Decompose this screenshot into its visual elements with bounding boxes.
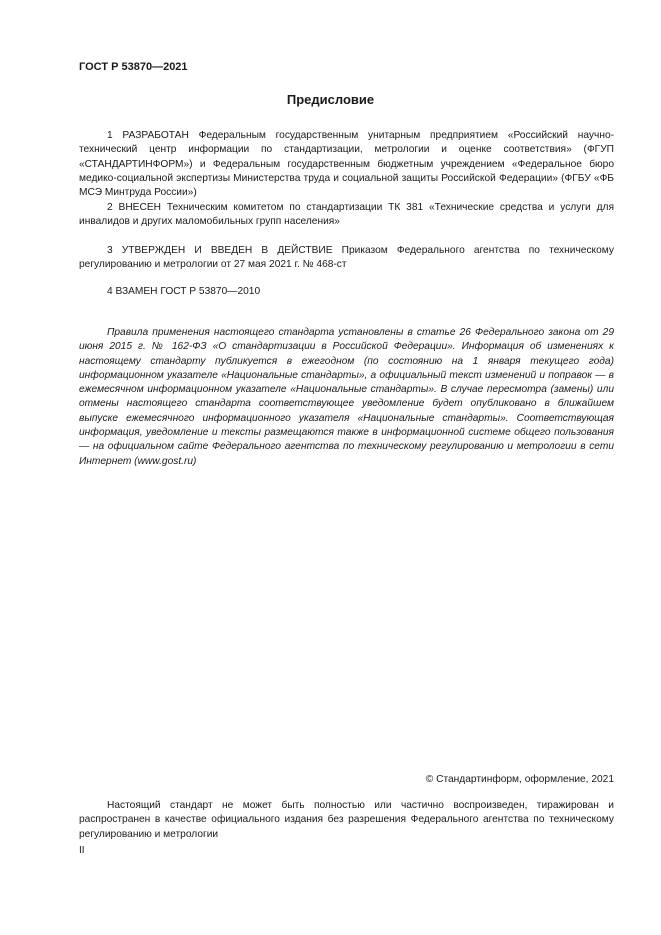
- foreword-item-1: [79, 129, 614, 200]
- copyright-line: © Стандартинформ, оформление, 2021: [425, 774, 614, 785]
- foreword-item-2: [79, 201, 614, 230]
- foreword-item-4: [79, 285, 614, 299]
- document-code: ГОСТ Р 53870—2021: [79, 61, 188, 73]
- foreword-item-2-text: 2 ВНЕСЕН Техническим комитетом по стандартизации ТК 381 «Технические средства и услуги для инвалидов и других маломобильных групп населения»: [79, 202, 614, 228]
- foreword-item-3-text: 3 УТВЕРЖДЕН И ВВЕДЕН В ДЕЙСТВИЕ Приказом Федерального агентства по техническому регулированию и метрологии от 27 мая 2021 г. № 468-ст: [79, 245, 614, 271]
- foreword-item-1-text: 1 РАЗРАБОТАН Федеральным государственным унитарным предприятием «Российский научно-технический центр информации по стандартизации, метрологии и оценке соответствия» (ФГУП «СТАНДАРТИНФОРМ») и Федеральным государственным бюджетным учреждением «Федеральное бюро медико-социальной экспертизы Министерства труда и социальной защиты Российской Федерации» (ФГБУ «ФБ МСЭ Минтруда России»): [79, 130, 614, 199]
- foreword-item-3: [79, 244, 614, 273]
- foreword-item-4-text: 4 ВЗАМЕН ГОСТ Р 53870—2010: [107, 286, 261, 297]
- foreword-title: Предисловие: [286, 92, 375, 107]
- reproduction-notice-text: Настоящий стандарт не может быть полностью или частично воспроизведен, тиражирован и распространен в качестве официального издания без разрешения Федерального агентства по техническому регулированию и метрологии: [79, 800, 614, 840]
- page-number: II: [79, 845, 85, 856]
- reproduction-notice: [79, 799, 614, 842]
- rules-note-text: Правила применения настоящего стандарта установлены в статье 26 Федерального закона от 29 июня 2015 г. № 162-ФЗ «О стандартизации в Российской Федерации». Информация об изменениях к настоящему стандарту публикуется в ежегодном (по состоянию на 1 января текущего года) информационном указателе «Национальные стандарты», а официальный текст изменений и поправок — в ежемесячном информационном указателе «Национальные стандарты». В случае пересмотра (замены) или отмены настоящего стандарта соответствующее уведомление будет опубликовано в ближайшем выпуске ежемесячного информационного указателя «Национальные стандарты». Соответствующая информация, уведомление и тексты размещаются также в информационной системе общего пользования — на официальном сайте Федерального агентства по техническому регулированию и метрологии в сети Интернет (www.gost.ru): [79, 327, 614, 467]
- rules-note: [79, 326, 614, 469]
